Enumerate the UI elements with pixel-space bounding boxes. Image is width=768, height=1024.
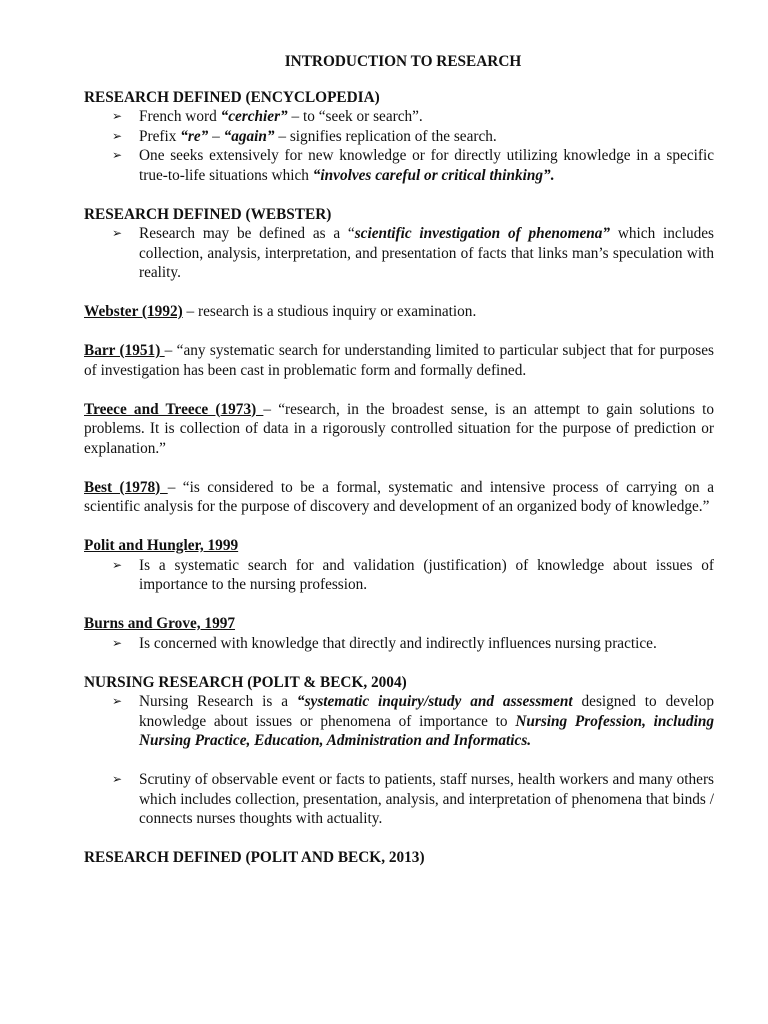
definition-text: – “research, in the broadest sense, is an attempt to gain solutions to problems. It is collection of data in a rigorously controlled situation for the purpose of prediction or explanation.” <box>84 400 714 457</box>
list-item <box>84 634 714 654</box>
text: Research may be defined as a “ <box>139 225 355 242</box>
arrow-bullet-icon: ➢ <box>112 148 123 162</box>
definition-paragraph <box>84 341 714 380</box>
arrow-bullet-icon: ➢ <box>112 635 123 650</box>
source-citation: Webster (1992) <box>84 303 183 320</box>
arrow-bullet-icon: ➢ <box>112 772 123 786</box>
arrow-bullet-icon: ➢ <box>112 128 123 143</box>
list-item <box>84 146 714 185</box>
text: Scrutiny of observable event or facts to patients, staff nurses, health workers and many others which includes collection, presentation, analysis, and interpretation of phenomena that binds / connects nurses thoughts with actuality. <box>139 771 714 827</box>
emphasis: Nursing Profession, including Nursing Practice, Education, Administration and Informatics. <box>139 712 714 749</box>
definition-paragraph <box>84 302 714 322</box>
text: which includes collection, analysis, interpretation, and presentation of facts that links man’s speculation with reality. <box>139 225 715 281</box>
list-item <box>84 107 714 127</box>
spacer <box>84 751 714 771</box>
list-item <box>84 224 714 283</box>
barr-definition <box>84 341 714 380</box>
definition-paragraph <box>84 400 714 459</box>
definition-text: – “is considered to be a formal, systematic and intensive process of carrying on a scientific analysis for the purpose of discovery and development of an organized body of knowledge.” <box>84 478 714 515</box>
definition-text: – research is a studious inquiry or examination. <box>182 303 477 320</box>
source-citation: Polit and Hungler, 1999 <box>84 537 239 554</box>
source-citation: Treece and Treece (1973) <box>84 400 264 418</box>
bullet-list <box>84 556 714 595</box>
arrow-bullet-icon: ➢ <box>112 109 123 123</box>
source-citation: Barr (1951) <box>84 342 165 359</box>
section-nursing-research <box>84 673 714 829</box>
emphasis: “again” <box>223 127 275 145</box>
section-webster <box>84 205 714 283</box>
text: – <box>208 127 224 145</box>
text: Is a systematic search for and validation (justification) of knowledge about issues of importance to the nursing profession. <box>139 556 714 593</box>
treece-definition <box>84 400 714 459</box>
text: – to “seek or search”. <box>287 108 423 125</box>
section-heading: RESEARCH DEFINED (WEBSTER) <box>84 205 332 223</box>
definition-text: – “any systematic search for understanding limited to particular subject that for purposes of investigation has been cast in problematic form and formally defined. <box>84 342 714 379</box>
best-definition <box>84 478 714 517</box>
source-citation: Best (1978) <box>84 478 168 496</box>
section-heading: RESEARCH DEFINED (ENCYCLOPEDIA) <box>84 88 380 106</box>
list-item <box>84 692 714 751</box>
section-heading: RESEARCH DEFINED (POLIT AND BECK, 2013) <box>84 849 425 866</box>
definition-paragraph <box>84 478 714 517</box>
arrow-bullet-icon: ➢ <box>112 226 123 240</box>
page-title: INTRODUCTION TO RESEARCH <box>284 53 522 70</box>
burns-grove-definition <box>84 614 714 653</box>
text: Prefix <box>139 127 181 145</box>
emphasis: “systematic inquiry/study and assessment <box>296 693 573 710</box>
list-item <box>84 127 714 147</box>
list-item <box>84 556 714 595</box>
list-item <box>84 770 714 829</box>
emphasis: “cerchier” <box>220 108 288 125</box>
polit-hungler-definition <box>84 536 714 595</box>
section-heading: NURSING RESEARCH (POLIT & BECK, 2004) <box>84 673 407 691</box>
arrow-bullet-icon: ➢ <box>112 557 123 572</box>
text: Is concerned with knowledge that directly and indirectly influences nursing practice. <box>139 634 657 652</box>
text: One seeks extensively for new knowledge or for directly utilizing knowledge in a specific true-to-life situations which <box>139 147 714 184</box>
arrow-bullet-icon: ➢ <box>112 694 123 708</box>
text: designed to develop knowledge about issues or phenomena of importance to <box>139 693 715 730</box>
emphasis: scientific investigation of phenomena” <box>354 225 611 242</box>
emphasis: “involves careful or critical thinking”. <box>312 166 555 184</box>
bullet-list <box>84 634 714 654</box>
section-encyclopedia <box>84 88 714 186</box>
source-citation: Burns and Grove, 1997 <box>84 615 236 632</box>
webster-definition <box>84 302 714 322</box>
text: – signifies replication of the search. <box>274 127 497 145</box>
bullet-list <box>84 224 714 283</box>
bullet-list <box>84 692 714 829</box>
bullet-list <box>84 107 714 185</box>
emphasis: “re” <box>180 127 209 145</box>
text: Nursing Research is a <box>139 693 297 710</box>
text: French word <box>139 108 221 125</box>
